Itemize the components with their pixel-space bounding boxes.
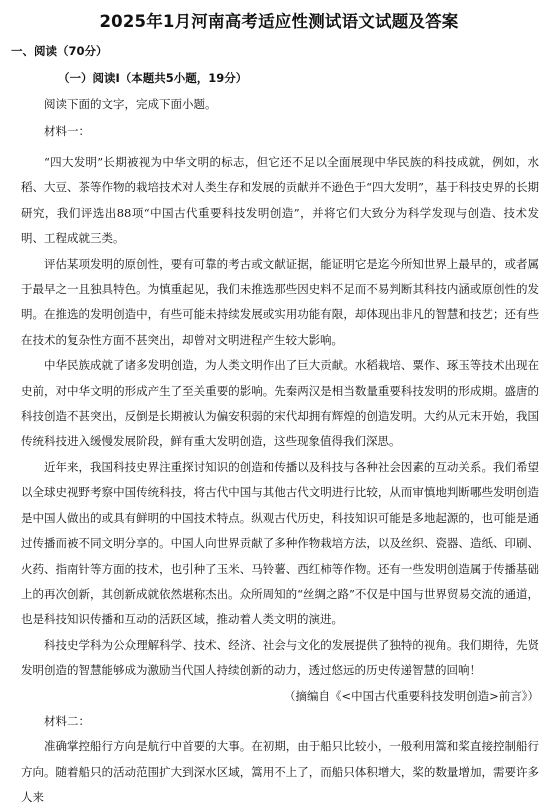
source-citation: （摘编自《<中国古代重要科技发明创造>前言》） bbox=[283, 688, 539, 703]
body-paragraph-3: 中华民族成就了诸多发明创造，为人类文明作出了巨大贡献。水稻栽培、粟作、琢玉等技术出现在史前，对中华文明的形成产生了至关重要的影响。先秦两汉是相当数量重要科技发明的形成期。盛唐的科技创造不甚突出，反倒是长期被认为偏安积弱的宋代却拥有辉煌的创造发明。大约从元末开始，我国传统科技进入缓慢发展阶段，鲜有重大发明创造，这些现象值得我们深思。 bbox=[21, 358, 539, 449]
document-title: 2025年1月河南高考适应性测试语文试题及答案 bbox=[99, 12, 459, 31]
body-paragraph-4: 近年来，我国科技史界注重探讨知识的创造和传播以及科技与各种社会因素的互动关系。我们希望以全球史视野考察中国传统科技，将古代中国与其他古代文明进行比较，从而审慎地判断哪些发明创造是中国人做出的或具有鲜明的中国技术特点。纵观古代历史，科技知识可能是多地起源的，也可能是通过传播而被不同文明分享的。中国人向世界贡献了多种作物栽培方法，以及丝织、瓷器、造纸、印刷、火药、指南针等方面的技术，也引种了玉米、马铃薯、西红柿等作物。还有一些发明创造属于传播基础上的再次创新，其创新成就依然堪称杰出。众所周知的“丝绸之路”不仅是中国与世界贸易交流的通道，也是科技知识传播和互动的活跃区域，推动着人类文明的演进。 bbox=[21, 459, 539, 627]
material2-paragraph: 准确掌控船行方向是航行中首要的大事。在初期，由于船只比较小，一般利用篙和桨直接控制船行方向。随着船只的活动范围扩大到深水区域，篙用不上了，而船只体积增大，桨的数量增加，需要许多人来 bbox=[21, 739, 539, 805]
subsection-heading: （一）阅读Ⅰ（本题共5小题，19分） bbox=[58, 71, 248, 85]
body-paragraph-5: 科技史学科为公众理解科学、技术、经济、社会与文化的发展提供了独特的视角。我们期待，先贤发明创造的智慧能够成为激励当代国人持续创新的动力，透过悠远的历史传递智慧的回响！ bbox=[21, 637, 539, 678]
body-paragraph-1: “四大发明”长期被视为中华文明的标志，但它还不足以全面展现中华民族的科技成就，例如，水稻、大豆、茶等作物的栽培技术对人类生存和发展的贡献并不逊色于“四大发明”，基于科技史界的长期研究，我们评选出88项“中国古代重要科技发明创造”，并将它们大致分为科学发现与创造、技术发明、工程成就三类。 bbox=[21, 155, 539, 246]
body-paragraph-2: 评估某项发明的原创性，要有可靠的考古或文献证据，能证明它是迄今所知世界上最早的，或者属于最早之一且独具特色。为慎重起见，我们未推选那些因史料不足而不易判断其科技内涵或原创性的发明。在推选的发明创造中，有些可能未持续发展或实用功能有限，却体现出非凡的智慧和技艺；还有些在技术的复杂性方面不甚突出，却曾对文明进程产生较大影响。 bbox=[21, 256, 539, 347]
instruction-text: 阅读下面的文字，完成下面小题。 bbox=[44, 97, 217, 111]
section-heading: 一、阅读（70分） bbox=[11, 44, 108, 58]
material1-label: 材料一： bbox=[44, 124, 90, 138]
document-body bbox=[21, 150, 539, 811]
material2-label: 材料二： bbox=[44, 713, 90, 728]
